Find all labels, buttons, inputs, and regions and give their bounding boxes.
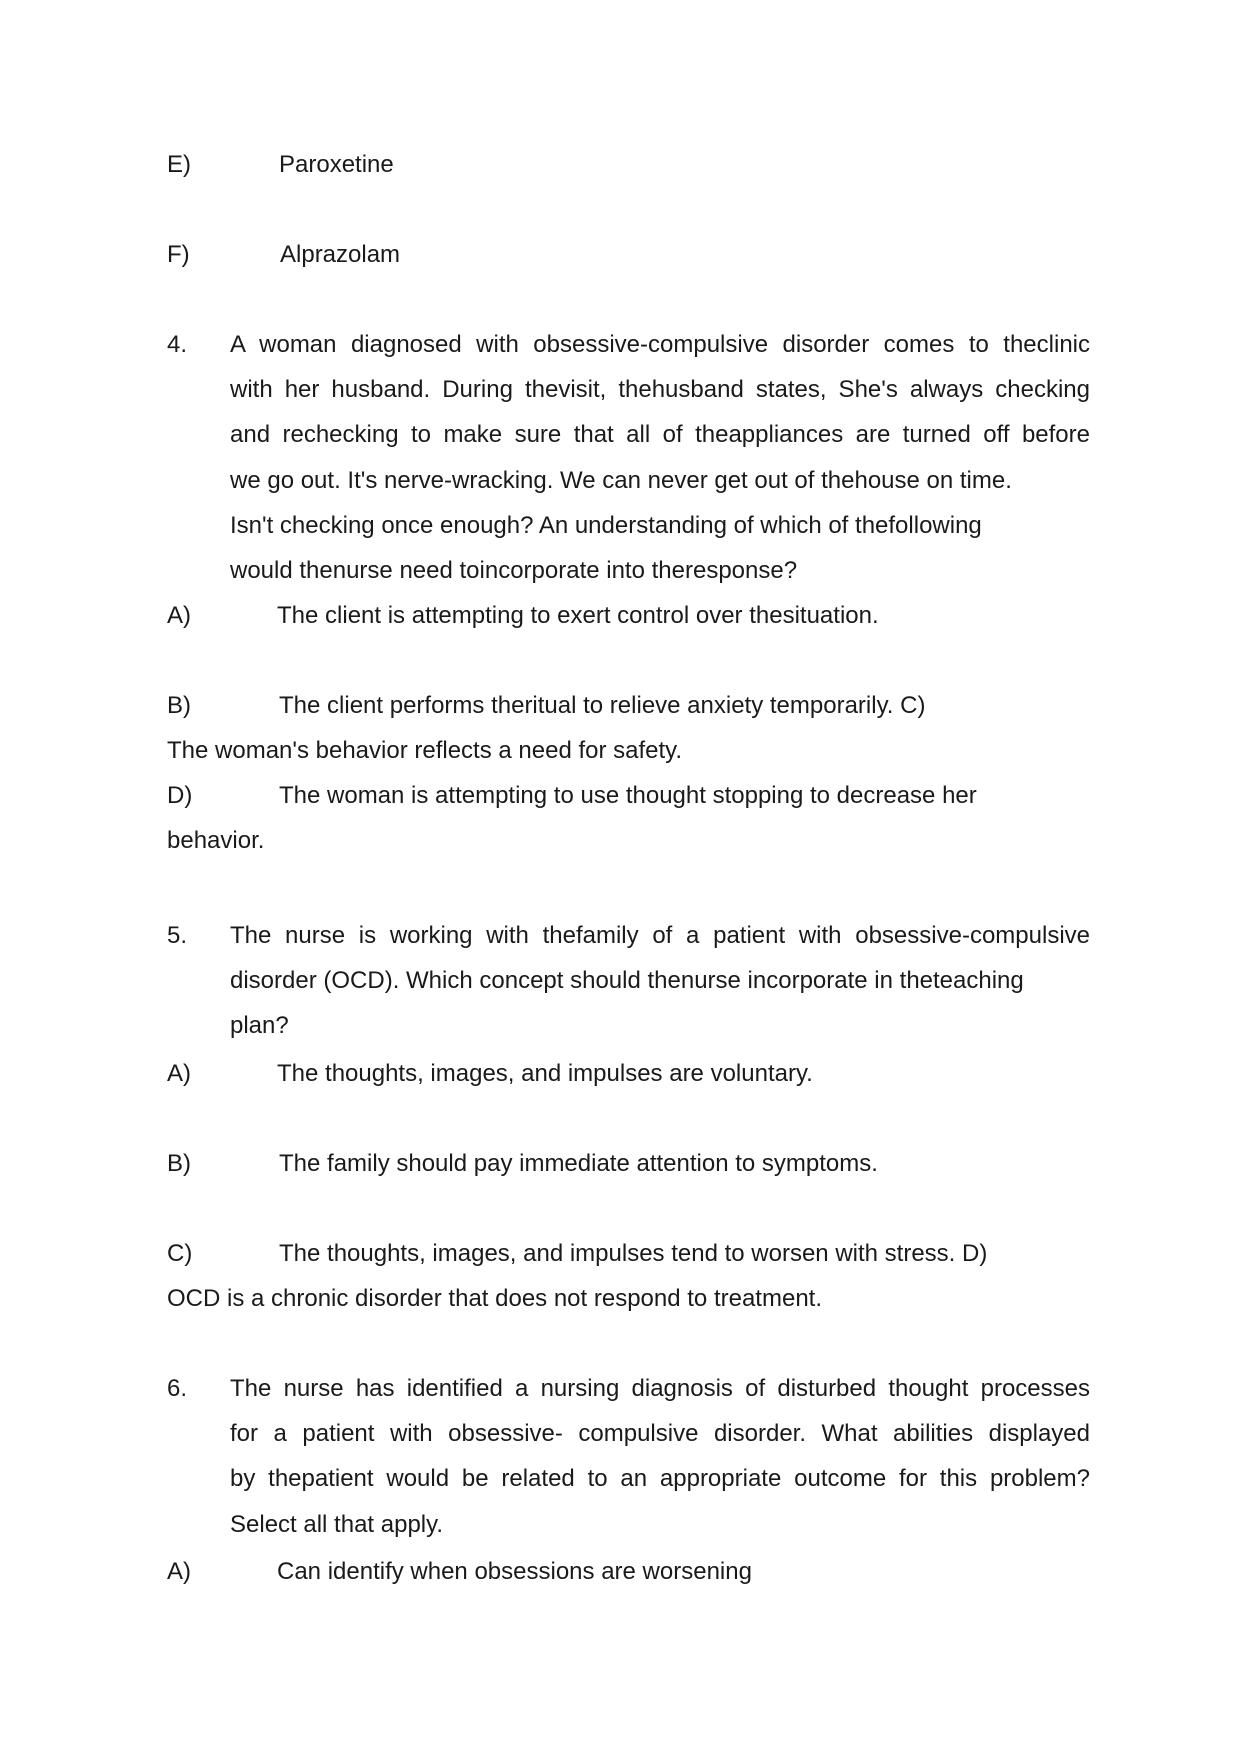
option-text: The thoughts, images, and impulses tend to worsen with stress. D): [279, 1240, 988, 1267]
question-line: The nurse has identified a nursing diagnosis of disturbed thought processes: [230, 1375, 1090, 1402]
question-line: with her husband. During thevisit, thehusband states, She's always checking: [230, 376, 1090, 404]
option-letter: D): [167, 782, 193, 809]
option-letter: A): [167, 1558, 191, 1585]
question-line: we go out. It's nerve-wracking. We can never get out of thehouse on time.: [230, 466, 1012, 494]
option-text: The family should pay immediate attention to symptoms.: [279, 1150, 878, 1177]
question-line: by thepatient would be related to an appropriate outcome for this problem?: [230, 1465, 1090, 1493]
question-line: and rechecking to make sure that all of theappliances are turned off before: [230, 421, 1090, 449]
question-line: plan?: [230, 1012, 289, 1040]
option-text: The thoughts, images, and impulses are voluntary.: [277, 1060, 813, 1087]
option-letter: F): [167, 241, 190, 268]
option-text: The woman is attempting to use thought stopping to decrease her: [279, 782, 977, 809]
option-text: Can identify when obsessions are worsening: [277, 1558, 752, 1585]
question-text: [230, 322, 1090, 593]
q5-option-d-text: OCD is a chronic disorder that does not respond to treatment.: [167, 1285, 822, 1312]
option-letter: A): [167, 1060, 191, 1087]
question-line: The nurse is working with thefamily of a patient with obsessive-compulsive: [230, 922, 1090, 949]
question-line: Select all that apply.: [230, 1510, 444, 1538]
question-line: disorder (OCD). Which concept should thenurse incorporate in theteaching: [230, 967, 1024, 995]
option-letter: E): [167, 151, 191, 178]
question-number: 6.: [167, 1375, 188, 1402]
question-line: would thenurse need toincorporate into theresponse?: [230, 557, 798, 585]
question-number: 4.: [167, 331, 188, 358]
question-number: 5.: [167, 922, 188, 949]
q4-option-c-text: The woman's behavior reflects a need for safety.: [167, 737, 683, 764]
option-letter: A): [167, 602, 191, 629]
question-line: Isn't checking once enough? An understanding of which of thefollowing: [230, 511, 982, 539]
option-letter: B): [167, 692, 191, 719]
question-text: [230, 913, 1090, 1049]
option-text: Paroxetine: [279, 151, 394, 178]
option-text: The client is attempting to exert control over thesituation.: [277, 602, 879, 629]
option-letter: B): [167, 1150, 191, 1177]
question-line: A woman diagnosed with obsessive-compulsive disorder comes to theclinic: [230, 331, 1090, 358]
option-text: Alprazolam: [280, 241, 401, 268]
q4-option-d-cont: behavior.: [167, 827, 265, 854]
option-letter: C): [167, 1240, 193, 1267]
option-text: The client performs theritual to relieve anxiety temporarily. C): [279, 692, 926, 719]
question-text: [230, 1366, 1090, 1547]
question-line: for a patient with obsessive- compulsive disorder. What abilities displayed: [230, 1420, 1090, 1448]
